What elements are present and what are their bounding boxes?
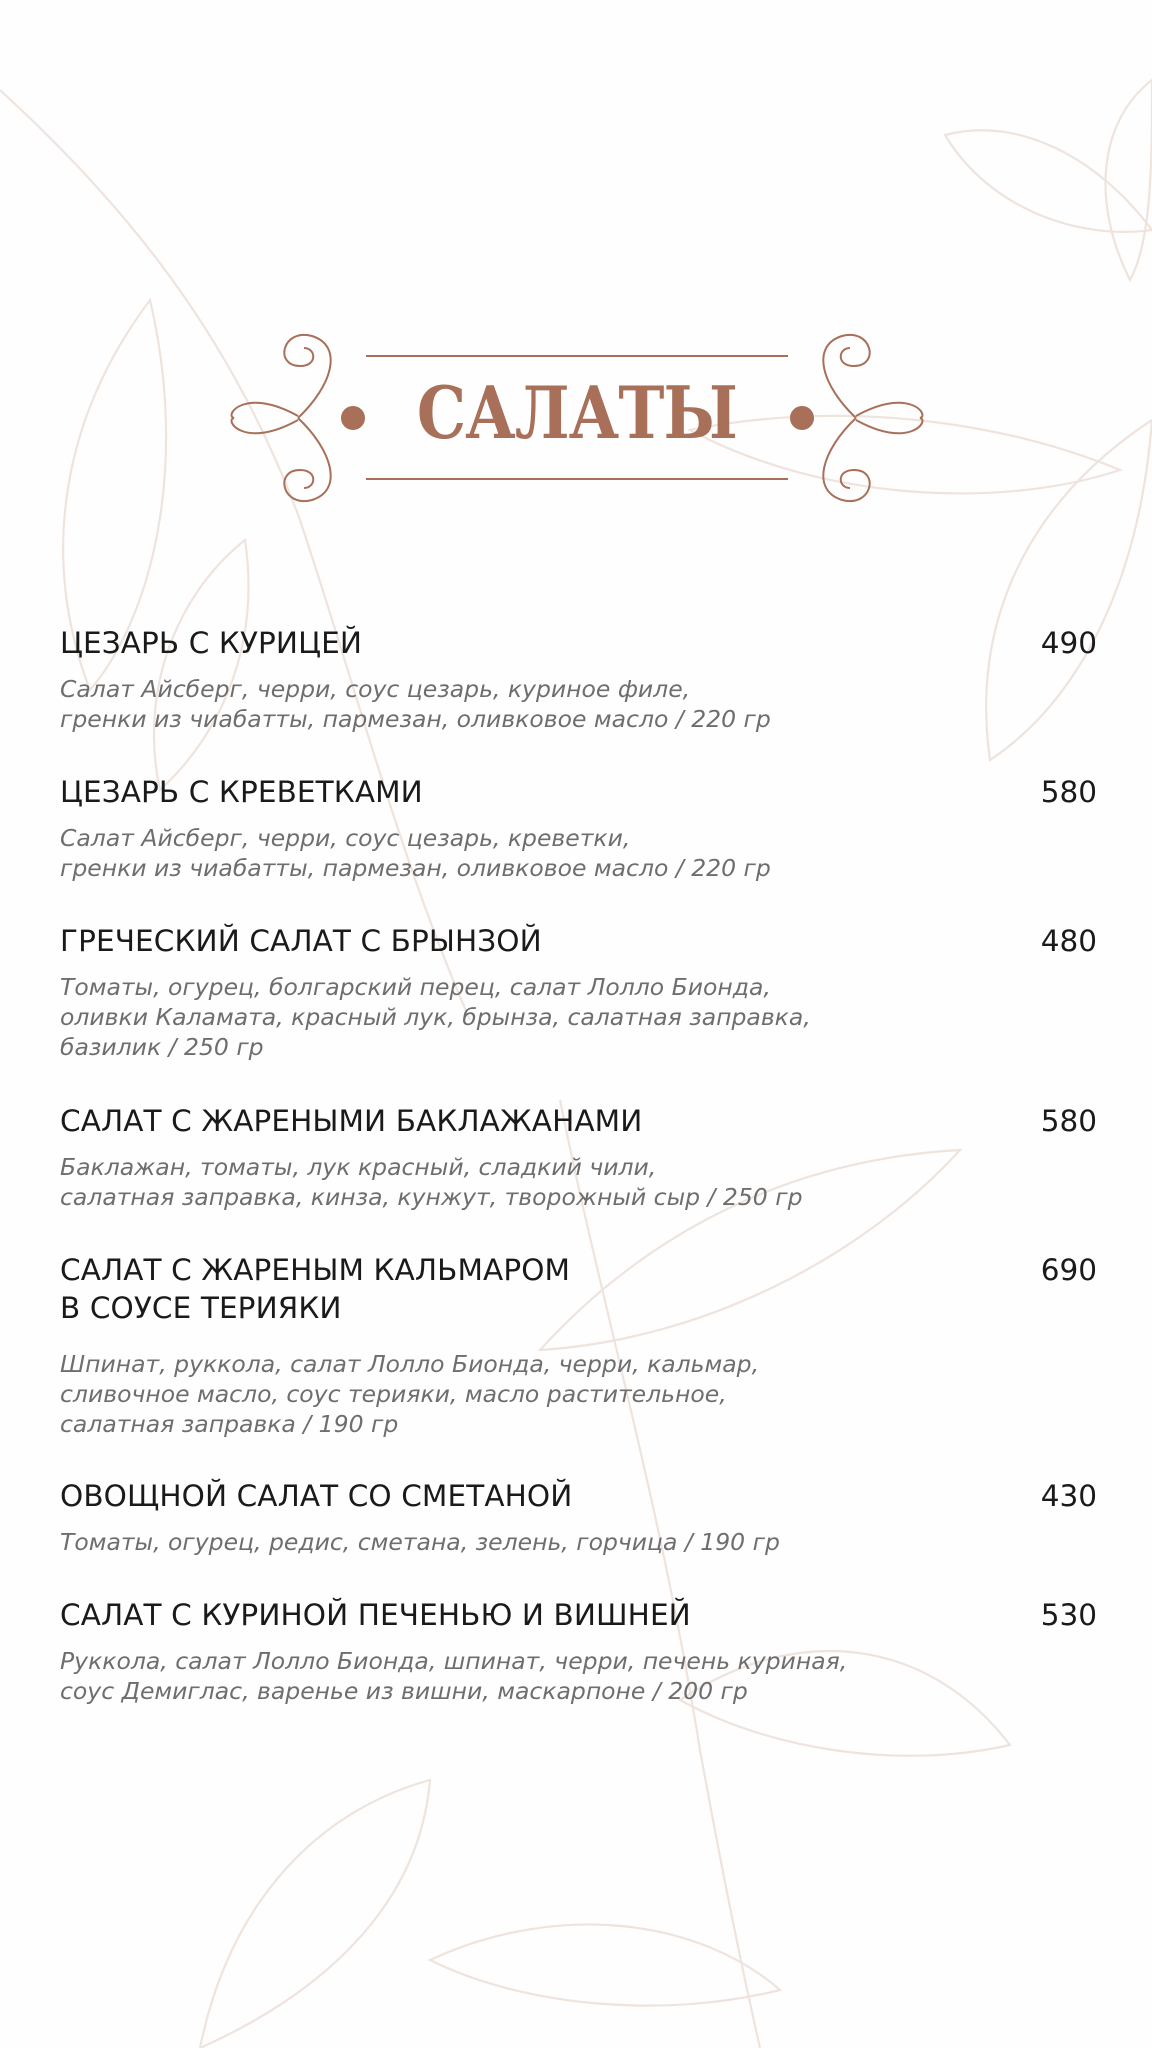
menu-item-name: САЛАТ С ЖАРЕНЫМ КАЛЬМАРОМ В СОУСЕ ТЕРИЯКИ: [60, 1253, 571, 1325]
menu-item-price: 430: [1040, 1479, 1097, 1513]
menu-item-name: ЦЕЗАРЬ С КРЕВЕТКАМИ: [60, 775, 423, 809]
leaf-bottom-center: [430, 1924, 780, 2005]
menu-item-price: 480: [1040, 924, 1097, 958]
menu-item-name: САЛАТ С КУРИНОЙ ПЕЧЕНЬЮ И ВИШНЕЙ: [60, 1598, 691, 1632]
menu-item-description: Томаты, огурец, болгарский перец, салат Лолло Бионда, оливки Каламата, красный лук, брынза, салатная заправка, базилик / 250 гр: [60, 973, 811, 1061]
menu-item-name: ЦЕЗАРЬ С КУРИЦЕЙ: [60, 626, 363, 660]
menu-item-name: САЛАТ С ЖАРЕНЫМИ БАКЛАЖАНАМИ: [60, 1104, 643, 1138]
menu-item-price: 530: [1040, 1598, 1097, 1632]
page-title: САЛАТЫ: [416, 370, 738, 455]
leaf-right-top: [1105, 80, 1152, 280]
leaf-right-upper: [945, 130, 1152, 232]
menu-item-description: Томаты, огурец, редис, сметана, зелень, горчица / 190 гр: [60, 1528, 780, 1556]
menu-item-description: Шпинат, руккола, салат Лолло Бионда, черри, кальмар, сливочное масло, соус терияки, масло растительное, салатная заправка / 190 гр: [60, 1350, 760, 1438]
leaf-stem-lower: [560, 1100, 760, 2048]
menu-item-name: ОВОЩНОЙ САЛАТ СО СМЕТАНОЙ: [60, 1479, 573, 1513]
menu-item-description: Салат Айсберг, черри, соус цезарь, куриное филе, гренки из чиабатты, пармезан, оливковое масло / 220 гр: [60, 675, 771, 733]
menu-item-price: 690: [1040, 1253, 1097, 1287]
leaf-bottom-left: [200, 1780, 430, 2048]
menu-item-description: Руккола, салат Лолло Бионда, шпинат, черри, печень куриная, соус Демиглас, варенье из вишни, маскарпоне / 200 гр: [60, 1647, 848, 1705]
menu-item-price: 580: [1040, 1104, 1097, 1138]
menu-header: [224, 326, 930, 510]
menu-item-description: Баклажан, томаты, лук красный, сладкий чили, салатная заправка, кинза, кунжут, творожный сыр / 250 гр: [60, 1153, 803, 1211]
leaf-right-middle: [986, 420, 1152, 760]
menu-item-name: ГРЕЧЕСКИЙ САЛАТ С БРЫНЗОЙ: [60, 924, 542, 958]
menu-item-description: Салат Айсберг, черри, соус цезарь, креветки, гренки из чиабатты, пармезан, оливковое масло / 220 гр: [60, 824, 771, 882]
menu-item-price: 490: [1040, 626, 1097, 660]
leaf-left-small: [154, 540, 248, 790]
menu-item-price: 580: [1040, 775, 1097, 809]
